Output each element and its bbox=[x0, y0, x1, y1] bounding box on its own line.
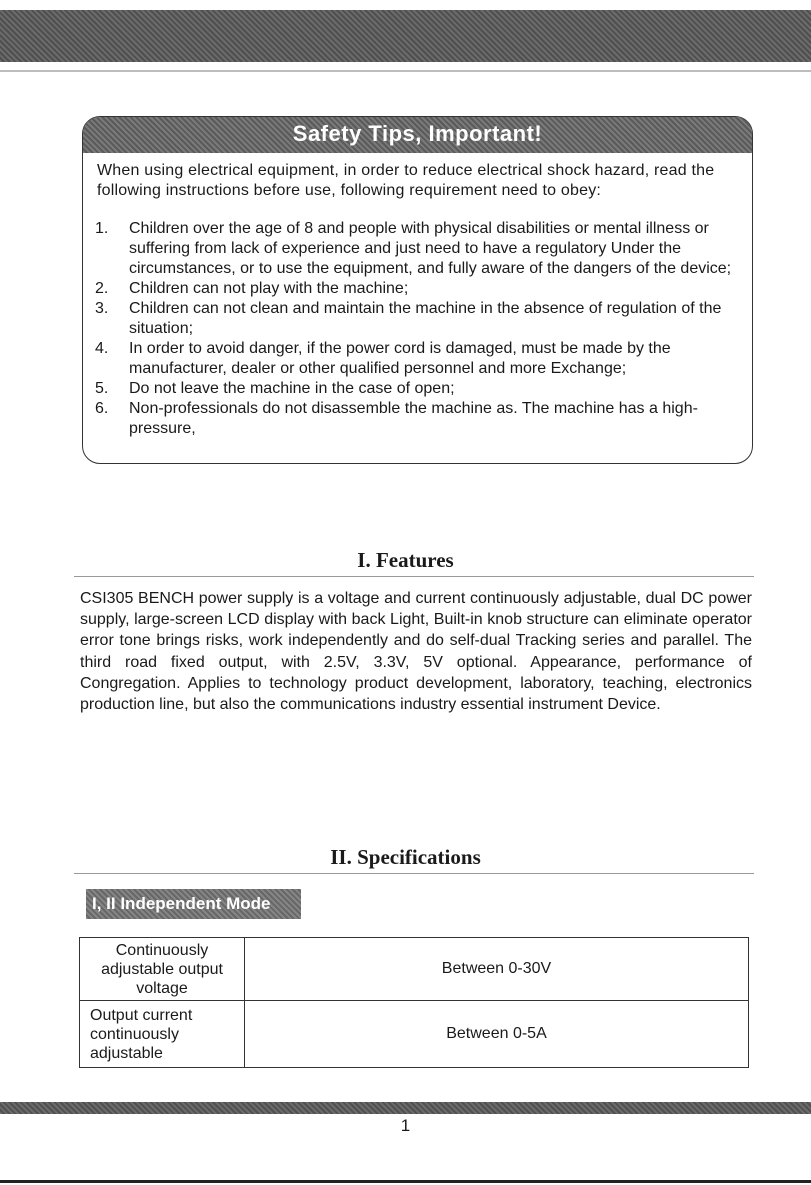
spec-label: Continuously adjustable output voltage bbox=[80, 938, 245, 1001]
specifications-rule bbox=[74, 873, 754, 874]
safety-item-number: 2. bbox=[95, 280, 109, 297]
safety-item-text: Non-professionals do not disassemble the machine as. The machine has a high-pressure, bbox=[129, 400, 698, 437]
safety-list bbox=[95, 219, 745, 439]
safety-tips-title: Safety Tips, Important! bbox=[83, 117, 752, 153]
footer-line bbox=[0, 1180, 811, 1183]
independent-mode-label: I, II Independent Mode bbox=[86, 889, 301, 919]
features-body: CSI305 BENCH power supply is a voltage and current continuously adjustable, dual DC power supply, large-screen LCD display with back Light, Built-in knob structure can eliminate operator error tone brings risks, work independently and do self-dual Tracking series and parallel. The third road fixed output, with 2.5V, 3.3V, 5V optional. Appearance, performance of Congregation. Applies to technology product development, laboratory, teaching, electronics production line, but also the communications industry essential instrument Device. bbox=[80, 590, 752, 714]
safety-intro-text: When using electrical equipment, in order to reduce electrical shock hazard, read the following instructions before use, following requirement need to obey: bbox=[97, 162, 715, 199]
table-row bbox=[80, 938, 749, 1001]
safety-item-number: 4. bbox=[95, 340, 109, 357]
spec-value: Between 0-30V bbox=[245, 938, 749, 1001]
specifications-table bbox=[79, 937, 749, 1068]
features-heading: I. Features bbox=[357, 548, 454, 572]
safety-item bbox=[95, 299, 745, 339]
safety-item-text: Children can not play with the machine; bbox=[129, 280, 409, 297]
footer-band bbox=[0, 1102, 811, 1114]
safety-item-text: Children over the age of 8 and people with physical disabilities or mental illness or suffering from lack of experience and just need to have a regulatory Under the circumstances, or to use the equipment, and fully aware of the dangers of the device; bbox=[129, 220, 732, 277]
safety-tips-box bbox=[82, 116, 753, 464]
safety-item-text: In order to avoid danger, if the power cord is damaged, must be made by the manufacturer, dealer or other qualified personnel and more Exchange; bbox=[129, 340, 671, 377]
safety-item-number: 5. bbox=[95, 380, 109, 397]
safety-item bbox=[95, 339, 745, 379]
safety-item-text: Children can not clean and maintain the machine in the absence of regulation of the situation; bbox=[129, 300, 722, 337]
safety-item bbox=[95, 399, 745, 439]
spec-label: Output current continuously adjustable bbox=[80, 1001, 245, 1068]
safety-item bbox=[95, 219, 745, 279]
safety-item bbox=[95, 379, 745, 399]
table-row bbox=[80, 1001, 749, 1068]
safety-item-text: Do not leave the machine in the case of open; bbox=[129, 380, 455, 397]
features-rule bbox=[74, 576, 754, 577]
header-band bbox=[0, 10, 811, 62]
page-number: 1 bbox=[400, 1116, 411, 1135]
specifications-heading: II. Specifications bbox=[330, 845, 481, 869]
spec-value: Between 0-5A bbox=[245, 1001, 749, 1068]
safety-item-number: 1. bbox=[95, 220, 109, 237]
safety-item bbox=[95, 279, 745, 299]
safety-item-number: 6. bbox=[95, 400, 109, 417]
safety-item-number: 3. bbox=[95, 300, 109, 317]
header-rule bbox=[0, 70, 811, 72]
